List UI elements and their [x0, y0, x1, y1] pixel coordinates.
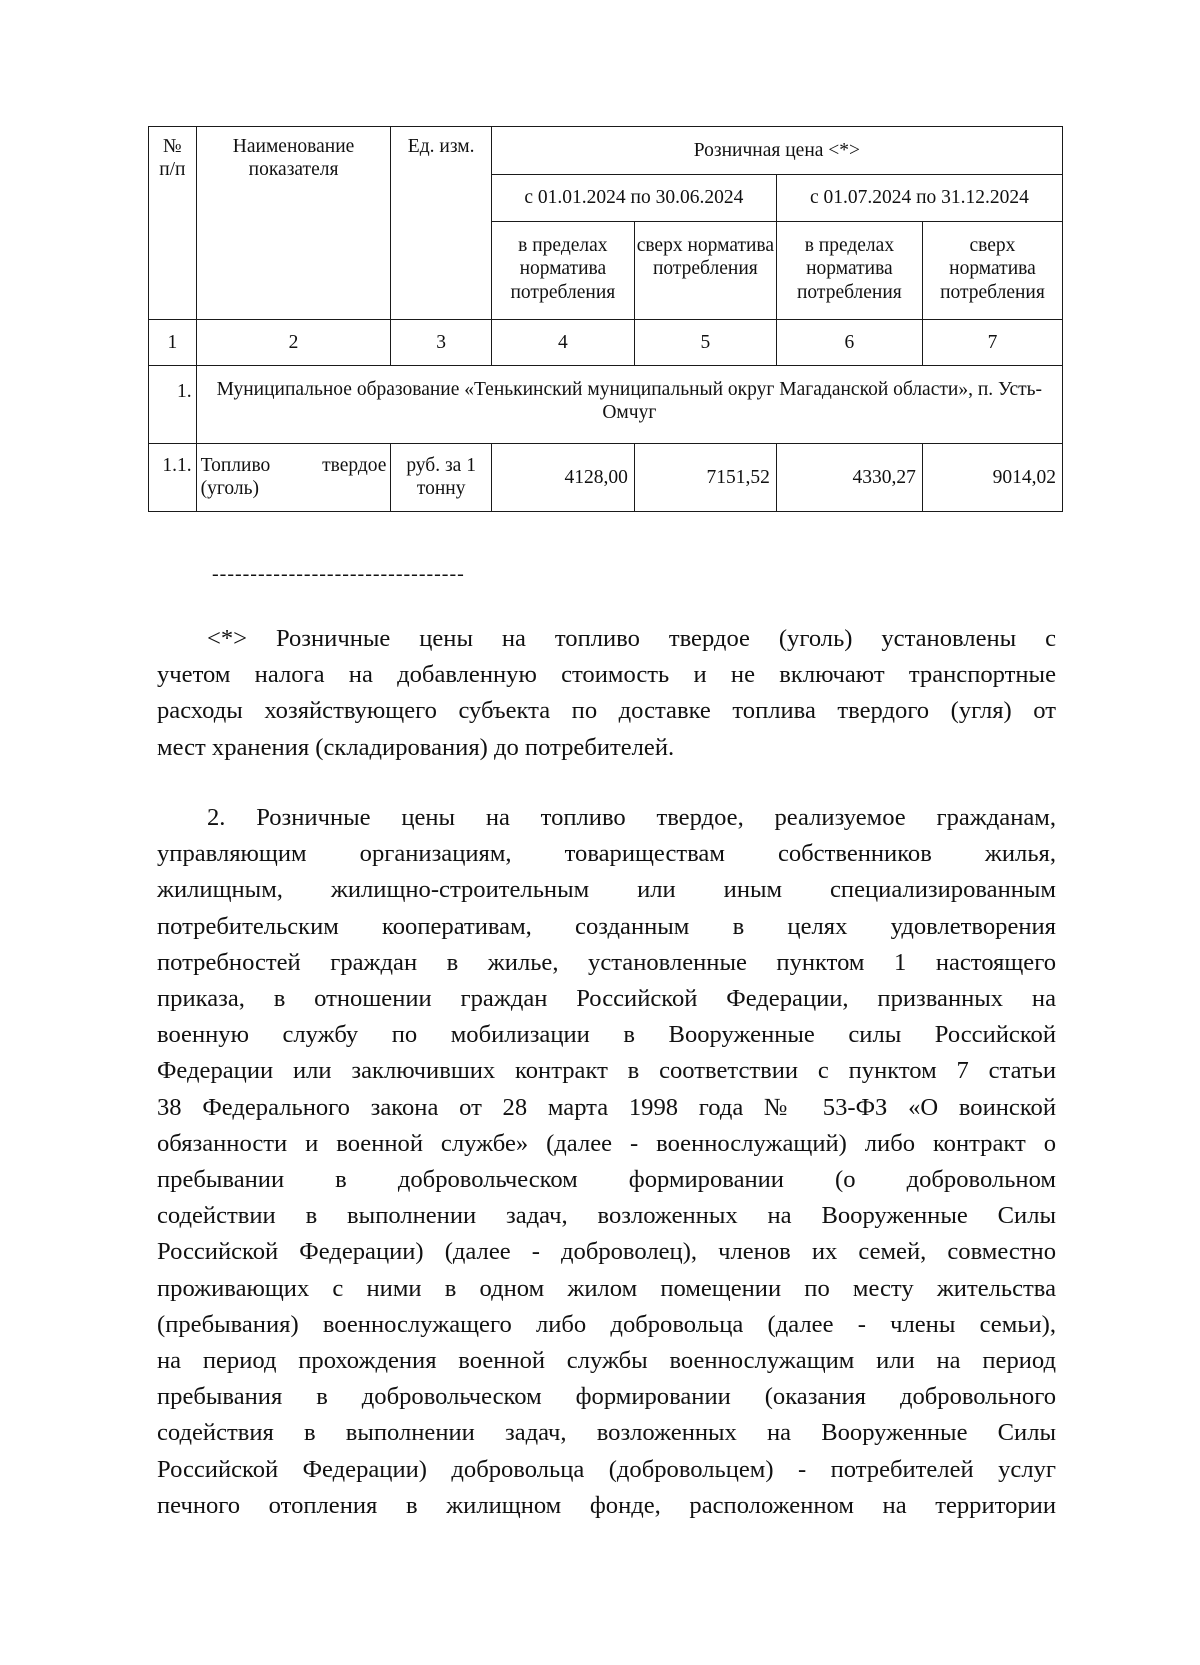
col-number-6: 6: [776, 320, 922, 366]
footnote-line-2: учетом налога на добавленную стоимость и не включают транспортные: [157, 661, 1056, 689]
col-number-1: 1: [149, 320, 197, 366]
header-num: № п/п: [149, 127, 197, 320]
para2-line-1: 2. Розничные цены на топливо твердое, реализуемое гражданам,: [207, 804, 1056, 831]
col-number-5: 5: [634, 320, 776, 366]
row-unit-line-2: тонну: [416, 478, 466, 500]
para2-line-18: содействия в выполнении задач, возложенных на Вооруженные Силы: [157, 1419, 1056, 1447]
header-above-norm-2: сверх норматива потребления: [922, 222, 1062, 320]
header-above-norm-1: сверх норматива потребления: [634, 222, 776, 320]
col-number-7: 7: [922, 320, 1062, 366]
col-number-4: 4: [491, 320, 634, 366]
para2-line-5: потребностей граждан в жилье, установленные пунктом 1 настоящего: [157, 948, 1056, 976]
row-unit-line-1: руб. за 1: [406, 455, 476, 476]
value-above-norm-h1: 7151,52: [634, 444, 776, 512]
paragraph-2: [157, 800, 1056, 1524]
value-within-norm-h1: 4128,00: [491, 444, 634, 512]
header-name: Наименование показателя: [196, 127, 391, 320]
para2-line-12: содействии в выполнении задач, возложенных на Вооруженные Силы: [157, 1202, 1056, 1230]
value-within-norm-h2: 4330,27: [776, 444, 922, 512]
para2-line-14: проживающих с ними в одном жилом помещении по месту жительства: [157, 1274, 1056, 1302]
para2-line-8: Федерации или заключивших контракт в соответствии с пунктом 7 статьи: [157, 1057, 1056, 1085]
para2-line-7: военную службу по мобилизации в Вооруженные силы Российской: [157, 1021, 1056, 1049]
footnote-line-4: мест хранения (складирования) до потребителей.: [157, 733, 675, 761]
col-number-2: 2: [196, 320, 391, 366]
header-retail-price: Розничная цена <*>: [491, 127, 1062, 175]
para2-line-3: жилищным, жилищно-строительным или иным специализированным: [157, 876, 1056, 904]
para2-line-6: приказа, в отношении граждан Российской Федерации, призванных на: [157, 985, 1056, 1013]
para2-line-13: Российской Федерации) (далее - доброволец), членов их семей, совместно: [157, 1238, 1056, 1266]
para2-line-16: на период прохождения военной службы военнослужащим или на период: [157, 1347, 1056, 1375]
retail-price-table: [148, 126, 1063, 512]
para2-line-9: 38 Федерального закона от 28 марта 1998 года № 53-ФЗ «О воинской: [157, 1093, 1056, 1121]
para2-line-10: обязанности и военной службе» (далее - военнослужащий) либо контракт о: [157, 1129, 1056, 1157]
row-num: 1.1.: [149, 444, 197, 512]
para2-line-11: пребывании в добровольческом формировании (о добровольном: [157, 1166, 1056, 1194]
para2-line-15: (пребывания) военнослужащего либо добровольца (далее - члены семьи),: [157, 1310, 1056, 1338]
footnote-line-3: расходы хозяйствующего субъекта по доставке топлива твердого (угля) от: [157, 697, 1056, 725]
row-unit: [391, 444, 491, 512]
header-unit: Ед. изм.: [391, 127, 491, 320]
col-number-3: 3: [391, 320, 491, 366]
header-within-norm-2: в пределах норматива потребления: [776, 222, 922, 320]
footnote-paragraph: [157, 621, 1056, 766]
footnote-line-1: <*> Розничные цены на топливо твердое (уголь) установлены с: [207, 625, 1056, 652]
header-within-norm-1: в пределах норматива потребления: [491, 222, 634, 320]
footnote-separator: ---------------------------------: [212, 563, 465, 585]
para2-line-20: печного отопления в жилищном фонде, расположенном на территории: [157, 1491, 1056, 1519]
row-name-line-1: Топливо твердое: [200, 455, 387, 476]
header-period-2: с 01.07.2024 по 31.12.2024: [776, 175, 1062, 222]
section-num: 1.: [149, 366, 197, 444]
para2-line-4: потребительским кооперативам, созданным в целях удовлетворения: [157, 912, 1056, 940]
para2-line-19: Российской Федерации) добровольца (добровольцем) - потребителей услуг: [157, 1455, 1056, 1483]
row-name-line-2: (уголь): [200, 478, 260, 500]
row-name: [196, 444, 391, 512]
header-period-1: с 01.01.2024 по 30.06.2024: [491, 175, 776, 222]
section-title: Муниципальное образование «Тенькинский муниципальный округ Магаданской области», п. Усть-Омчуг: [196, 366, 1062, 444]
value-above-norm-h2: 9014,02: [922, 444, 1062, 512]
para2-line-17: пребывания в добровольческом формировании (оказания добровольного: [157, 1383, 1056, 1411]
para2-line-2: управляющим организациям, товариществам собственников жилья,: [157, 840, 1056, 868]
